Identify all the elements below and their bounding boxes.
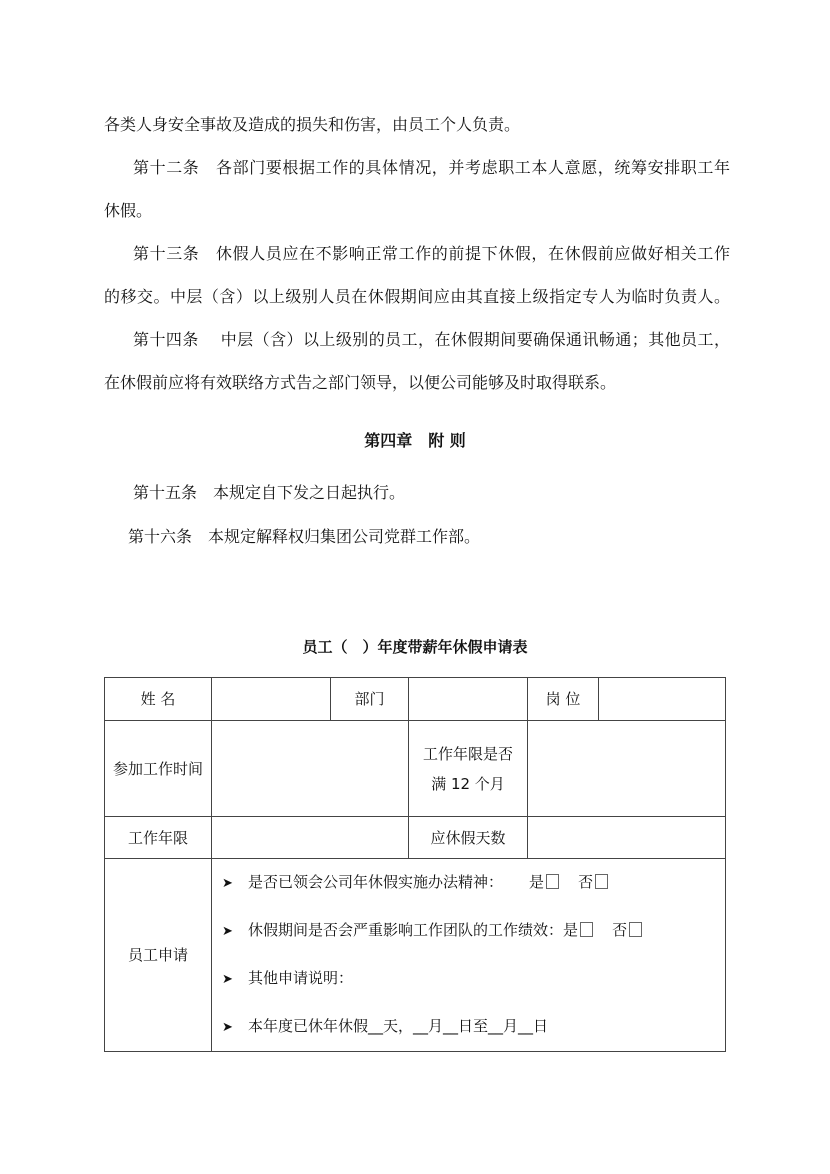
position-label: 岗 位 — [528, 678, 599, 721]
article-14: 第十四条 中层（含）以上级别的员工，在休假期间要确保通讯畅通；其他员工， — [133, 330, 730, 349]
article-12: 第十二条 各部门要根据工作的具体情况，并考虑职工本人意愿，统筹安排职工年 — [133, 158, 730, 177]
arrow-bullet-icon: ➤ — [222, 1020, 233, 1035]
name-field[interactable] — [212, 678, 331, 721]
years-label: 工作年限 — [105, 817, 212, 859]
checkbox-no[interactable] — [595, 874, 608, 889]
article-16: 第十六条 本规定解释权归集团公司党群工作部。 — [128, 527, 481, 546]
over12-label: 工作年限是否满 12 个月 — [409, 721, 528, 817]
body-line: 的移交。中层（含）以上级别人员在休假期间应由其直接上级指定专人为临时负责人。 — [104, 287, 730, 306]
start-work-label: 参加工作时间 — [105, 721, 212, 817]
days-label: 应休假天数 — [409, 817, 528, 859]
start-work-field[interactable] — [212, 721, 409, 817]
over12-field[interactable] — [528, 721, 726, 817]
checkbox-yes[interactable] — [546, 874, 559, 889]
arrow-bullet-icon: ➤ — [222, 876, 233, 891]
arrow-bullet-icon: ➤ — [222, 972, 233, 987]
article-13: 第十三条 休假人员应在不影响正常工作的前提下休假，在休假前应做好相关工作 — [133, 244, 730, 263]
apply-item: ➤ 本年度已休年休假__天，__月__日至__月__日 — [222, 1003, 725, 1051]
apply-item: ➤ 休假期间是否会严重影响工作团队的工作绩效：是 否 — [222, 907, 725, 955]
apply-item: ➤ 其他申请说明： — [222, 955, 725, 1003]
article-15: 第十五条 本规定自下发之日起执行。 — [133, 483, 406, 502]
body-line: 休假。 — [104, 201, 153, 220]
leave-application-form — [104, 677, 726, 1052]
name-label: 姓 名 — [105, 678, 212, 721]
form-title: 员工（ ）年度带薪年休假申请表 — [302, 638, 528, 656]
years-field[interactable] — [212, 817, 409, 859]
arrow-bullet-icon: ➤ — [222, 924, 233, 939]
checkbox-yes[interactable] — [580, 922, 593, 937]
position-field[interactable] — [599, 678, 726, 721]
apply-label: 员工申请 — [105, 859, 212, 1052]
days-field[interactable] — [528, 817, 726, 859]
body-line: 在休假前应将有效联络方式告之部门领导，以便公司能够及时取得联系。 — [104, 373, 617, 392]
apply-item: ➤ 是否已领会公司年休假实施办法精神： 是 否 — [222, 859, 725, 907]
chapter-heading: 第四章 附 则 — [364, 431, 466, 450]
checkbox-no[interactable] — [629, 922, 642, 937]
apply-content — [212, 859, 726, 1052]
dept-label: 部门 — [331, 678, 409, 721]
dept-field[interactable] — [409, 678, 528, 721]
body-line: 各类人身安全事故及造成的损失和伤害，由员工个人负责。 — [104, 115, 521, 134]
